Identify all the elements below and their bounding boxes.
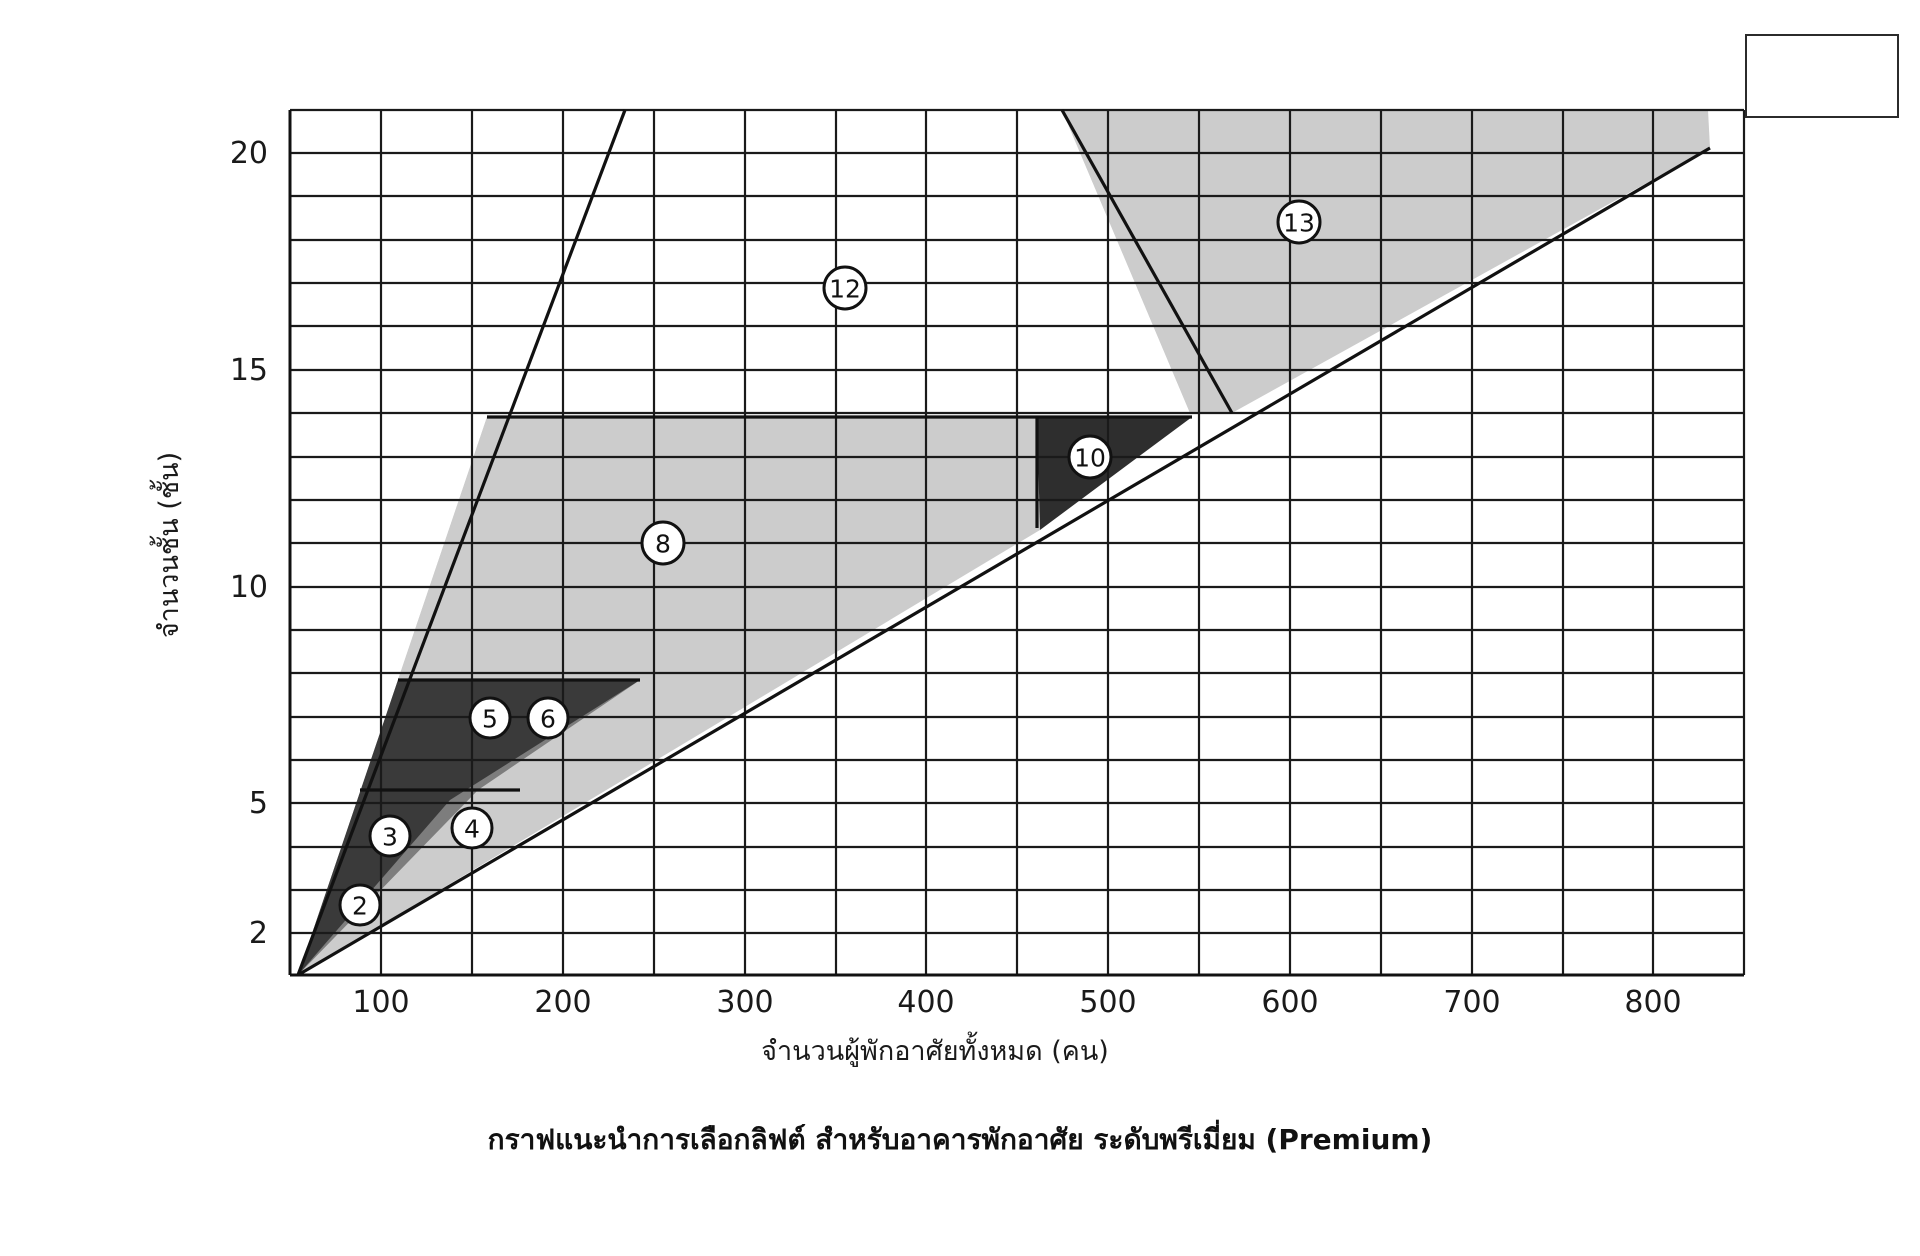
- x-tick-labels: [352, 985, 1681, 1020]
- marker-4-label: 4: [464, 814, 480, 844]
- marker-5-label: 5: [482, 704, 498, 734]
- marker-4[interactable]: [452, 808, 492, 848]
- x-tick-500: 500: [1079, 985, 1137, 1020]
- marker-10-label: 10: [1074, 443, 1106, 473]
- marker-3[interactable]: [370, 816, 410, 856]
- x-tick-100: 100: [352, 985, 410, 1020]
- x-axis-label: จำนวนผู้พักอาศัยทั้งหมด (คน): [761, 1036, 1109, 1067]
- marker-2[interactable]: [340, 885, 380, 925]
- x-tick-400: 400: [897, 985, 955, 1020]
- marker-10[interactable]: [1069, 436, 1111, 478]
- x-tick-300: 300: [716, 985, 774, 1020]
- marker-12-label: 12: [829, 274, 861, 304]
- marker-6[interactable]: [528, 698, 568, 738]
- y-tick-labels: [230, 136, 268, 951]
- marker-3-label: 3: [382, 822, 398, 852]
- marker-13[interactable]: [1278, 201, 1320, 243]
- y-axis-label: จำนวนชั้น (ชั้น): [154, 451, 185, 639]
- marker-12[interactable]: [824, 267, 866, 309]
- x-tick-600: 600: [1261, 985, 1319, 1020]
- marker-6-label: 6: [540, 704, 556, 734]
- x-tick-700: 700: [1443, 985, 1501, 1020]
- marker-8[interactable]: [642, 522, 684, 564]
- x-tick-200: 200: [534, 985, 592, 1020]
- y-tick-2: 2: [248, 916, 268, 951]
- corner-annotation-box: [1745, 34, 1899, 118]
- chart-title: กราฟแนะนำการเลือกลิฟต์ สำหรับอาคารพักอาศัย ระดับพรีเมี่ยม (Premium): [487, 1123, 1433, 1156]
- marker-2-label: 2: [352, 891, 368, 921]
- y-tick-10: 10: [229, 570, 268, 605]
- y-tick-5: 5: [248, 786, 268, 821]
- x-tick-800: 800: [1624, 985, 1682, 1020]
- y-tick-15: 15: [229, 353, 268, 388]
- marker-5[interactable]: [470, 698, 510, 738]
- marker-13-label: 13: [1283, 208, 1315, 238]
- marker-8-label: 8: [655, 529, 671, 559]
- y-tick-20: 20: [229, 136, 268, 171]
